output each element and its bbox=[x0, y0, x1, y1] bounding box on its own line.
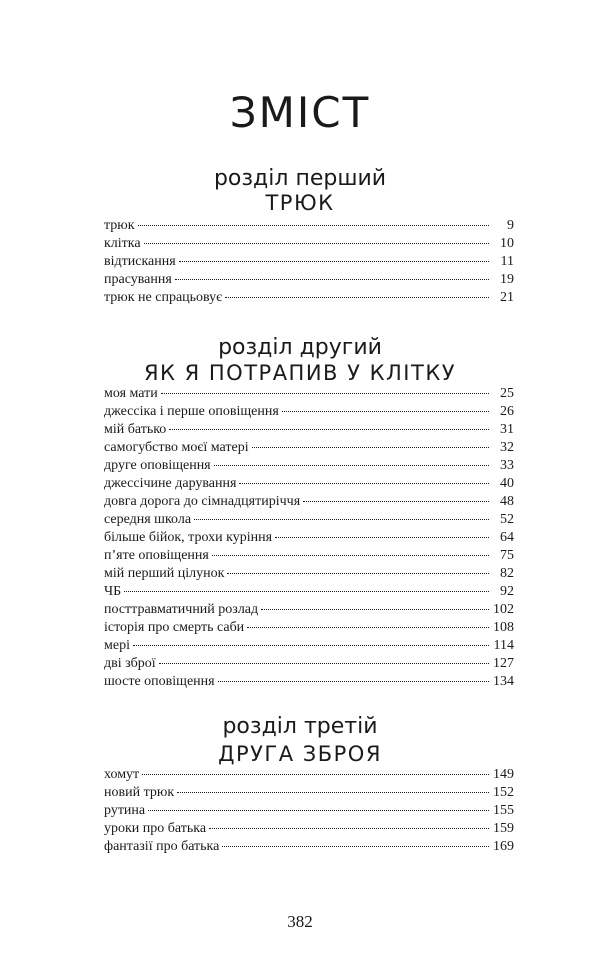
toc-entry bbox=[104, 385, 514, 403]
toc-entry bbox=[104, 235, 514, 253]
page-title: ЗМІСТ bbox=[229, 88, 371, 137]
section-1-label: розділ перший bbox=[213, 166, 387, 191]
dot-leader bbox=[212, 554, 489, 556]
toc-entry-title: дві зброї bbox=[104, 656, 156, 671]
dot-leader bbox=[282, 410, 489, 412]
toc-entry-page: 169 bbox=[493, 839, 514, 854]
toc-entry bbox=[104, 403, 514, 421]
toc-entry bbox=[104, 583, 514, 601]
toc-entry-title: мій батько bbox=[104, 422, 167, 437]
toc-entry-page: 108 bbox=[493, 620, 514, 635]
section-3-name: ДРУГА ЗБРОЯ bbox=[218, 742, 382, 766]
toc-entry-title: мій перший цілунок bbox=[104, 566, 225, 581]
dot-leader bbox=[225, 296, 489, 298]
toc-entry-title: хомут bbox=[104, 767, 140, 782]
toc-entry-title: відтискання bbox=[104, 254, 176, 269]
dot-leader bbox=[209, 827, 489, 829]
toc-entry bbox=[104, 493, 514, 511]
dot-leader bbox=[138, 224, 489, 226]
toc-entry-title: прасування bbox=[104, 272, 172, 287]
toc-entry-title: клітка bbox=[104, 236, 141, 251]
section-2-name: ЯК Я ПОТРАПИВ У КЛІТКУ bbox=[143, 361, 457, 385]
toc-entry-title: друге оповіщення bbox=[104, 458, 211, 473]
toc-entry-page: 31 bbox=[500, 422, 514, 437]
toc-entry-page: 26 bbox=[500, 404, 514, 419]
toc-entry bbox=[104, 439, 514, 457]
dot-leader bbox=[239, 482, 489, 484]
dot-leader bbox=[275, 536, 489, 538]
toc-entry-title: посттравматичний розлад bbox=[104, 602, 259, 617]
toc-entry bbox=[104, 766, 514, 784]
toc-entry-page: 102 bbox=[493, 602, 514, 617]
toc-entry-title: самогубство моєї матері bbox=[104, 440, 249, 455]
dot-leader bbox=[148, 809, 489, 811]
toc-entry bbox=[104, 511, 514, 529]
dot-leader bbox=[214, 464, 489, 466]
toc-entry-page: 25 bbox=[500, 386, 514, 401]
toc-entry-page: 52 bbox=[500, 512, 514, 527]
toc-entry bbox=[104, 802, 514, 820]
dot-leader bbox=[218, 680, 489, 682]
toc-entry bbox=[104, 565, 514, 583]
toc-entry bbox=[104, 217, 514, 235]
dot-leader bbox=[175, 278, 489, 280]
toc-entry-title: п’яте оповіщення bbox=[104, 548, 209, 563]
toc-entry bbox=[104, 421, 514, 439]
toc-entry bbox=[104, 655, 514, 673]
dot-leader bbox=[142, 773, 489, 775]
toc-entry-page: 75 bbox=[500, 548, 514, 563]
toc-entry bbox=[104, 784, 514, 802]
toc-entry bbox=[104, 820, 514, 838]
toc-entry-title: історія про смерть саби bbox=[104, 620, 245, 635]
toc-entry-title: фантазії про батька bbox=[104, 839, 220, 854]
dot-leader bbox=[252, 446, 489, 448]
page-number: 382 bbox=[287, 912, 313, 931]
toc-entry-page: 33 bbox=[500, 458, 514, 473]
dot-leader bbox=[179, 260, 489, 262]
toc-entry-title: більше бійок, трохи куріння bbox=[104, 530, 273, 545]
toc-entry bbox=[104, 673, 514, 691]
toc-entry-title: середня школа bbox=[104, 512, 192, 527]
toc-entry-title: шосте оповіщення bbox=[104, 674, 215, 689]
toc-entry-title: джессічине дарування bbox=[104, 476, 237, 491]
dot-leader bbox=[303, 500, 489, 502]
section-2-toc bbox=[104, 385, 514, 691]
section-2-label: розділ другий bbox=[218, 335, 382, 360]
dot-leader bbox=[144, 242, 489, 244]
dot-leader bbox=[161, 392, 489, 394]
toc-entry-page: 11 bbox=[500, 254, 514, 269]
toc-entry-page: 92 bbox=[500, 584, 514, 599]
toc-entry-page: 159 bbox=[493, 821, 514, 836]
toc-entry bbox=[104, 457, 514, 475]
toc-entry-title: джессіка і перше оповіщення bbox=[104, 404, 279, 419]
dot-leader bbox=[227, 572, 489, 574]
toc-entry-page: 19 bbox=[500, 272, 514, 287]
toc-entry-title: уроки про батька bbox=[104, 821, 207, 836]
dot-leader bbox=[177, 791, 489, 793]
section-1-toc bbox=[104, 217, 514, 307]
toc-entry-title: довга дорога до сімнадцятиріччя bbox=[104, 494, 301, 509]
toc-entry-page: 114 bbox=[493, 638, 514, 653]
toc-entry-page: 64 bbox=[500, 530, 514, 545]
toc-entry-title: моя мати bbox=[104, 386, 158, 401]
toc-entry-page: 155 bbox=[493, 803, 514, 818]
section-1-name: ТРЮК bbox=[265, 191, 335, 215]
toc-entry-page: 152 bbox=[493, 785, 514, 800]
dot-leader bbox=[261, 608, 489, 610]
toc-entry-page: 134 bbox=[493, 674, 514, 689]
toc-entry-page: 40 bbox=[500, 476, 514, 491]
dot-leader bbox=[194, 518, 489, 520]
toc-entry-page: 149 bbox=[493, 767, 514, 782]
dot-leader bbox=[159, 662, 489, 664]
toc-entry-page: 9 bbox=[507, 218, 514, 233]
toc-entry bbox=[104, 547, 514, 565]
toc-entry bbox=[104, 289, 514, 307]
toc-entry bbox=[104, 601, 514, 619]
toc-entry bbox=[104, 619, 514, 637]
toc-entry-title: ЧБ bbox=[104, 584, 122, 599]
toc-entry bbox=[104, 253, 514, 271]
toc-entry-page: 10 bbox=[500, 236, 514, 251]
toc-entry bbox=[104, 529, 514, 547]
toc-entry-page: 32 bbox=[500, 440, 514, 455]
toc-entry-title: трюк не спрацьовує bbox=[104, 290, 223, 305]
toc-entry-title: трюк bbox=[104, 218, 135, 233]
toc-entry-page: 48 bbox=[500, 494, 514, 509]
toc-entry-title: рутина bbox=[104, 803, 146, 818]
dot-leader bbox=[169, 428, 489, 430]
toc-entry-title: мері bbox=[104, 638, 130, 653]
dot-leader bbox=[222, 845, 489, 847]
dot-leader bbox=[133, 644, 489, 646]
section-3-label: розділ третій bbox=[222, 714, 378, 739]
toc-entry-title: новий трюк bbox=[104, 785, 175, 800]
toc-entry bbox=[104, 475, 514, 493]
toc-entry-page: 82 bbox=[500, 566, 514, 581]
dot-leader bbox=[247, 626, 489, 628]
toc-entry-page: 21 bbox=[500, 290, 514, 305]
toc-entry bbox=[104, 838, 514, 856]
toc-entry bbox=[104, 271, 514, 289]
toc-entry bbox=[104, 637, 514, 655]
section-3-toc bbox=[104, 766, 514, 856]
dot-leader bbox=[124, 590, 489, 592]
toc-entry-page: 127 bbox=[493, 656, 514, 671]
